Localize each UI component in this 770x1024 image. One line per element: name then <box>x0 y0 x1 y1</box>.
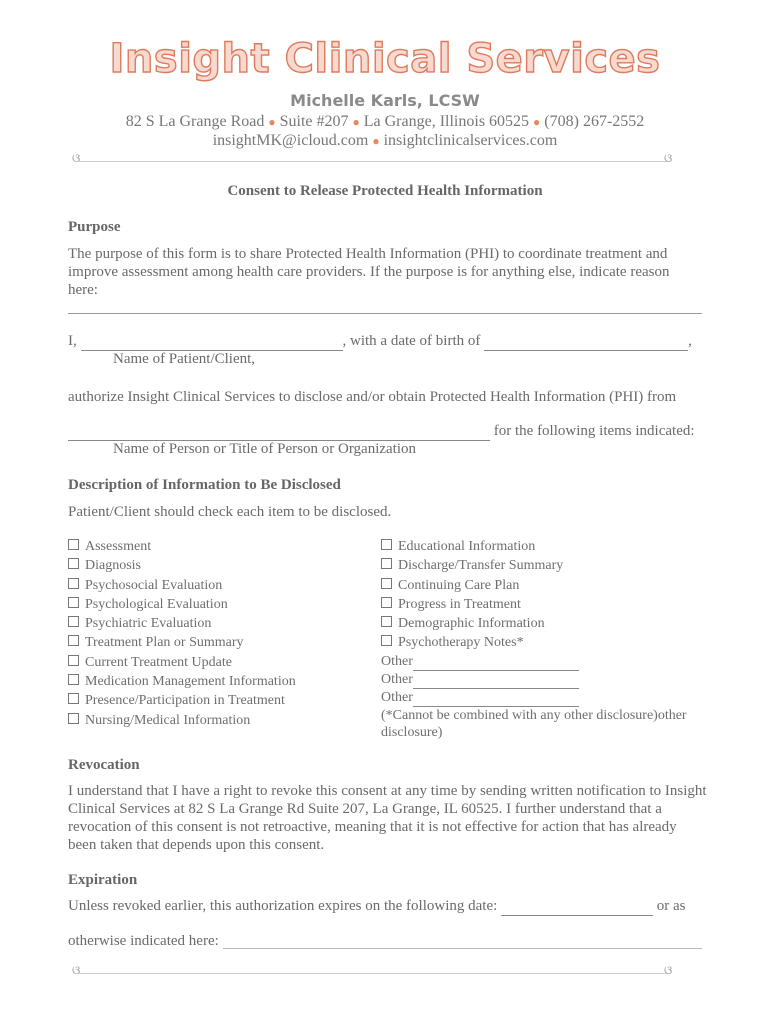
otherwise-field[interactable] <box>223 948 702 949</box>
other-fields <box>381 653 711 741</box>
left-checklist <box>68 537 296 730</box>
bullet-icon: ● <box>268 115 276 129</box>
expiration-line-2 <box>68 933 219 950</box>
revocation-heading: Revocation <box>68 757 140 773</box>
suite: Suite #207 <box>279 113 349 130</box>
checklist-item <box>381 595 563 614</box>
patient-name-field[interactable] <box>81 333 343 351</box>
checkbox[interactable] <box>68 655 79 666</box>
item-label: Discharge/Transfer Summary <box>398 558 564 574</box>
flourish-right-icon: ଓ <box>664 151 673 165</box>
flourish-right-icon: ଓ <box>664 963 673 977</box>
item-label: Treatment Plan or Summary <box>85 635 244 651</box>
expiration-line-1 <box>68 898 686 916</box>
footer-divider <box>78 973 668 974</box>
checkbox[interactable] <box>68 713 79 724</box>
bullet-icon: ● <box>533 115 541 129</box>
bullet-icon: ● <box>352 115 360 129</box>
other-label: Other <box>381 672 413 687</box>
item-label: Current Treatment Update <box>85 654 232 670</box>
checkbox[interactable] <box>381 635 392 646</box>
contact-line <box>0 132 770 150</box>
item-label: Psychotherapy Notes* <box>398 635 524 651</box>
other-row <box>381 671 711 689</box>
item-label: Nursing/Medical Information <box>85 712 251 728</box>
patient-prefix: I, <box>68 333 77 349</box>
item-label: Progress in Treatment <box>398 596 521 612</box>
checklist-item <box>68 633 296 652</box>
checklist-item <box>68 653 296 672</box>
item-label: Assessment <box>85 539 152 554</box>
patient-line <box>68 333 692 351</box>
checklist-item <box>381 556 563 575</box>
other-field[interactable] <box>413 653 579 671</box>
expiration-suffix: or as <box>656 898 686 914</box>
checkbox[interactable] <box>68 674 79 685</box>
checklist-item <box>381 633 563 652</box>
description-instruction: Patient/Client should check each item to be disclosed. <box>68 504 392 520</box>
other-row <box>381 689 711 707</box>
purpose-text: The purpose of this form is to share Protected Health Information (PHI) to coordinate treatment and improve assessment among health care providers. If the purpose is for anything else, indicate reason here: <box>68 246 670 298</box>
other-field[interactable] <box>413 689 579 707</box>
purpose-reason-field[interactable] <box>68 313 702 314</box>
checkbox[interactable] <box>381 597 392 608</box>
checklist-item <box>68 537 296 556</box>
dob-text: , with a date of birth of <box>342 333 481 349</box>
flourish-left-icon: ଓ <box>72 963 81 977</box>
flourish-left-icon: ଓ <box>72 151 81 165</box>
city: La Grange, Illinois 60525 <box>363 113 530 130</box>
expiration-date-field[interactable] <box>501 898 653 916</box>
recipient-line <box>68 423 695 441</box>
street: 82 S La Grange Road <box>125 113 265 130</box>
website: insightclinicalservices.com <box>383 132 558 149</box>
checkbox[interactable] <box>381 558 392 569</box>
checklist-item <box>68 672 296 691</box>
phone: (708) 267-2552 <box>544 113 645 130</box>
item-label: Psychological Evaluation <box>85 596 228 612</box>
checkbox[interactable] <box>381 539 392 550</box>
address-line <box>0 113 770 131</box>
form-title: Consent to Release Protected Health Information <box>227 183 543 199</box>
revocation-text: I understand that I have a right to revoke this consent at any time by sending written notification to Insight Clinical Services at 82 S La Grange Rd Suite 207, La Grange, IL 60525. I further understand that a revocation of this consent is not retroactive, meaning that it is not effective for action that has already been taken that depends upon this consent. <box>68 783 707 853</box>
dob-field[interactable] <box>484 333 688 351</box>
checklist-item <box>68 576 296 595</box>
recipient-field[interactable] <box>68 423 490 441</box>
checklist-item <box>68 614 296 633</box>
psychotherapy-footnote: (*Cannot be combined with any other disclosure)other disclosure) <box>381 708 687 740</box>
checklist-item <box>68 711 296 730</box>
checkbox[interactable] <box>68 693 79 704</box>
checkbox[interactable] <box>68 539 79 550</box>
checkbox[interactable] <box>68 597 79 608</box>
item-label: Psychiatric Evaluation <box>85 616 212 632</box>
org-logo-text: Insight Clinical Services <box>109 36 661 82</box>
item-label: Continuing Care Plan <box>398 577 520 593</box>
item-label: Presence/Participation in Treatment <box>85 693 285 709</box>
expiration-heading: Expiration <box>68 872 138 888</box>
patient-suffix: , <box>688 333 692 349</box>
item-label: Psychosocial Evaluation <box>85 577 223 593</box>
recipient-label: Name of Person or Title of Person or Organization <box>113 441 417 457</box>
recipient-suffix: for the following items indicated: <box>493 423 695 439</box>
checkbox[interactable] <box>381 616 392 627</box>
description-heading: Description of Information to Be Disclosed <box>68 477 341 493</box>
other-label: Other <box>381 654 413 669</box>
checkbox[interactable] <box>68 578 79 589</box>
other-row <box>381 653 711 671</box>
purpose-heading: Purpose <box>68 219 121 235</box>
checkbox[interactable] <box>68 635 79 646</box>
checklist-item <box>381 537 563 556</box>
checkbox[interactable] <box>68 616 79 627</box>
item-label: Medication Management Information <box>85 674 296 690</box>
item-label: Educational Information <box>398 539 536 554</box>
checklist-item <box>68 556 296 575</box>
otherwise-text: otherwise indicated here: <box>68 933 219 949</box>
patient-name-label: Name of Patient/Client, <box>113 351 256 367</box>
checklist-item <box>68 691 296 710</box>
other-label: Other <box>381 690 413 705</box>
right-checklist <box>381 537 563 653</box>
checkbox[interactable] <box>68 558 79 569</box>
email: insightMK@icloud.com <box>212 132 369 149</box>
item-label: Diagnosis <box>85 558 141 574</box>
item-label: Demographic Information <box>398 616 545 632</box>
expiration-text: Unless revoked earlier, this authorization expires on the following date: <box>68 898 498 914</box>
checklist-item <box>381 576 563 595</box>
practitioner-name: Michelle Karls, LCSW <box>290 91 480 110</box>
bullet-icon: ● <box>372 134 380 148</box>
authorize-text: authorize Insight Clinical Services to disclose and/or obtain Protected Health Information (PHI) from <box>68 389 677 405</box>
checklist-item <box>381 614 563 633</box>
checkbox[interactable] <box>381 578 392 589</box>
header-divider <box>78 161 668 162</box>
other-field[interactable] <box>413 671 579 689</box>
checklist-item <box>68 595 296 614</box>
